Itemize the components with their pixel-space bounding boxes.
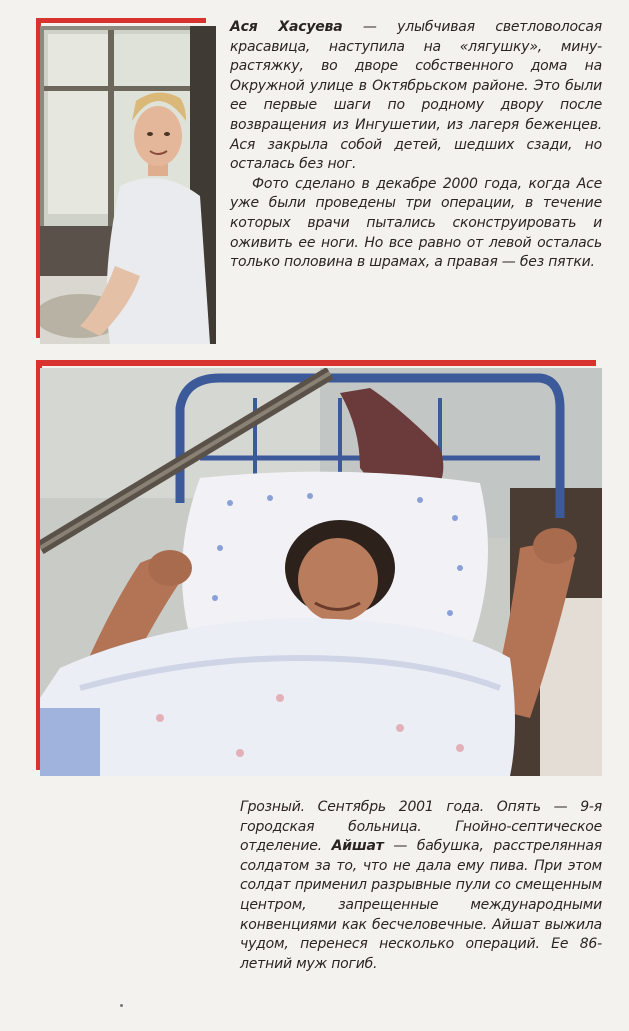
bottom-caption-text: — бабушка, расстрелянная солдатом за то, что не дала ему пива. При этом солдат применил разрывные пули со смещенным центром, запрещенные международными конвенциями как бесчеловечные. Айшат выжила чудом, перенеся несколько операций. Ее 86-летний муж погиб. bbox=[240, 838, 602, 972]
page-speck bbox=[120, 1004, 123, 1007]
bottom-photo-image bbox=[40, 368, 602, 776]
bottom-photo-accent-bar bbox=[36, 360, 596, 366]
top-caption bbox=[230, 18, 602, 273]
top-caption-text: — улыбчивая светловолосая красавица, наступила на «лягушку», мину-растяжку, во дворе собственного дома на Окружной улице в Октябрьском районе. Это были ее первые шаги по родному двору после возвращения из Ингушетии, из лагеря беженцев. Ася закрыла собой детей, шедших сзади, но осталась без ног. bbox=[230, 19, 603, 173]
top-photo-accent-bar bbox=[36, 18, 206, 23]
bottom-caption bbox=[240, 798, 602, 974]
bottom-photo bbox=[40, 368, 602, 776]
bottom-caption-name: Айшат bbox=[331, 838, 384, 855]
top-caption-name: Ася Хасуева bbox=[230, 19, 343, 35]
top-photo bbox=[40, 26, 216, 344]
bottom-photo-frame bbox=[36, 360, 606, 778]
top-photo-image bbox=[40, 26, 216, 344]
top-photo-frame bbox=[36, 18, 216, 344]
top-caption-paragraph-2: Фото сделано в декабре 2000 года, когда Асе уже были проведены три операции, в течение которых врачи пытались сконструировать и оживить ее ноги. Но все равно от левой осталась только половина в шрамах, а правая — без пятки. bbox=[230, 175, 602, 271]
bottom-caption-intro: Грозный. Сентябрь 2001 года. Опять — 9-я городская больница. Гнойно-септическое отделение. bbox=[240, 799, 602, 855]
